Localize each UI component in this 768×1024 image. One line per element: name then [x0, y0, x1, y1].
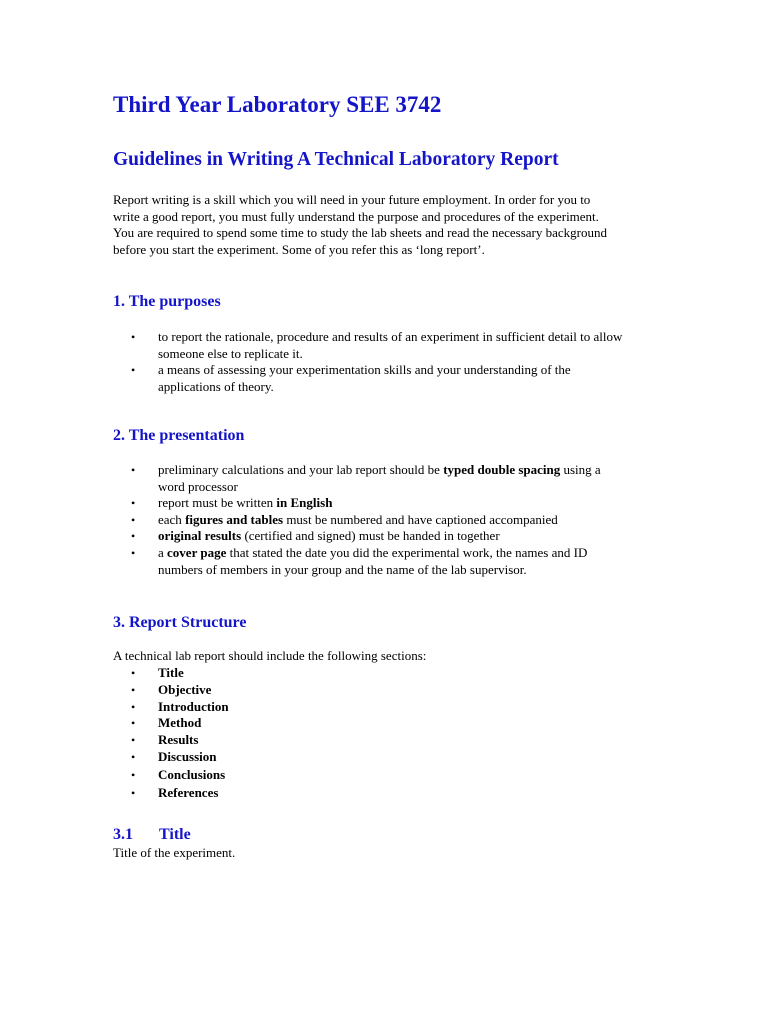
bullet-icon: •	[131, 750, 136, 764]
intro-paragraph	[113, 192, 673, 258]
bullet-icon: •	[131, 683, 136, 697]
bullet-icon: •	[131, 666, 136, 680]
bullet-icon: •	[131, 786, 136, 800]
bullet-icon: •	[131, 768, 136, 782]
bullet-icon: •	[131, 363, 136, 377]
intro-line: before you start the experiment. Some of you refer this as ‘long report’.	[113, 241, 485, 257]
bullet-icon: •	[131, 733, 136, 747]
subsection-text: Title of the experiment.	[113, 845, 236, 860]
bullet-icon: •	[131, 496, 136, 510]
bullet-icon: •	[131, 700, 136, 714]
subsection-heading-title: 3.1 Title	[113, 826, 191, 843]
document-page: Third Year Laboratory SEE 3742 Guidelines in Writing A Technical Laboratory Report Report writing is a skill which you will need in your future employment. In order for you to write a good report, you must fully understand the purpose and procedures of the experiment. You are required to spend some time to study the lab sheets and read the necessary background before you start the experiment. Some of you refer this as ‘long report’. 1. The purposes • to report the rationale, procedure and results of an experiment in sufficient detail to allow someone else to replicate it. • a means of assessing your experimentation skills and your understanding of the applications of theory. 2. The presentation • preliminary calculations and your lab report should be typed double spacing using a word processor • report must be written in English • each figures and tables must be numbered and have captioned accompanied • original results (certified and signed) must be handed in together • a cover page that stated the date you did the experimental work, the names and ID numbers of members in your group and the name of the lab supervisor. 3. Report Structure A technical lab report should include the following sections: • Title • Objective • Introduction • Method • Results • Discussion • Conclusions • References 3.1 Title Title of the experiment.	[0, 0, 768, 1024]
bullet-icon: •	[131, 529, 136, 543]
bullet-icon: •	[131, 513, 136, 527]
intro-line: Report writing is a skill which you will need in your future employment. In order for you to	[113, 192, 591, 207]
intro-line: You are required to spend some time to study the lab sheets and read the necessary background	[113, 225, 607, 240]
section-heading-presentation: 2. The presentation	[113, 427, 245, 444]
bullet-icon: •	[131, 716, 136, 730]
section3-intro: A technical lab report should include the following sections:	[113, 648, 427, 663]
bullet-icon: •	[131, 330, 136, 344]
document-subtitle: Guidelines in Writing A Technical Laboratory Report	[113, 149, 559, 170]
document-title: Third Year Laboratory SEE 3742	[113, 92, 442, 117]
bullet-icon: •	[131, 463, 136, 477]
intro-line: write a good report, you must fully understand the purpose and procedures of the experiment.	[113, 208, 599, 224]
bullet-icon: •	[131, 546, 136, 560]
section-heading-purposes: 1. The purposes	[113, 293, 221, 310]
section-heading-report-structure: 3. Report Structure	[113, 614, 247, 631]
